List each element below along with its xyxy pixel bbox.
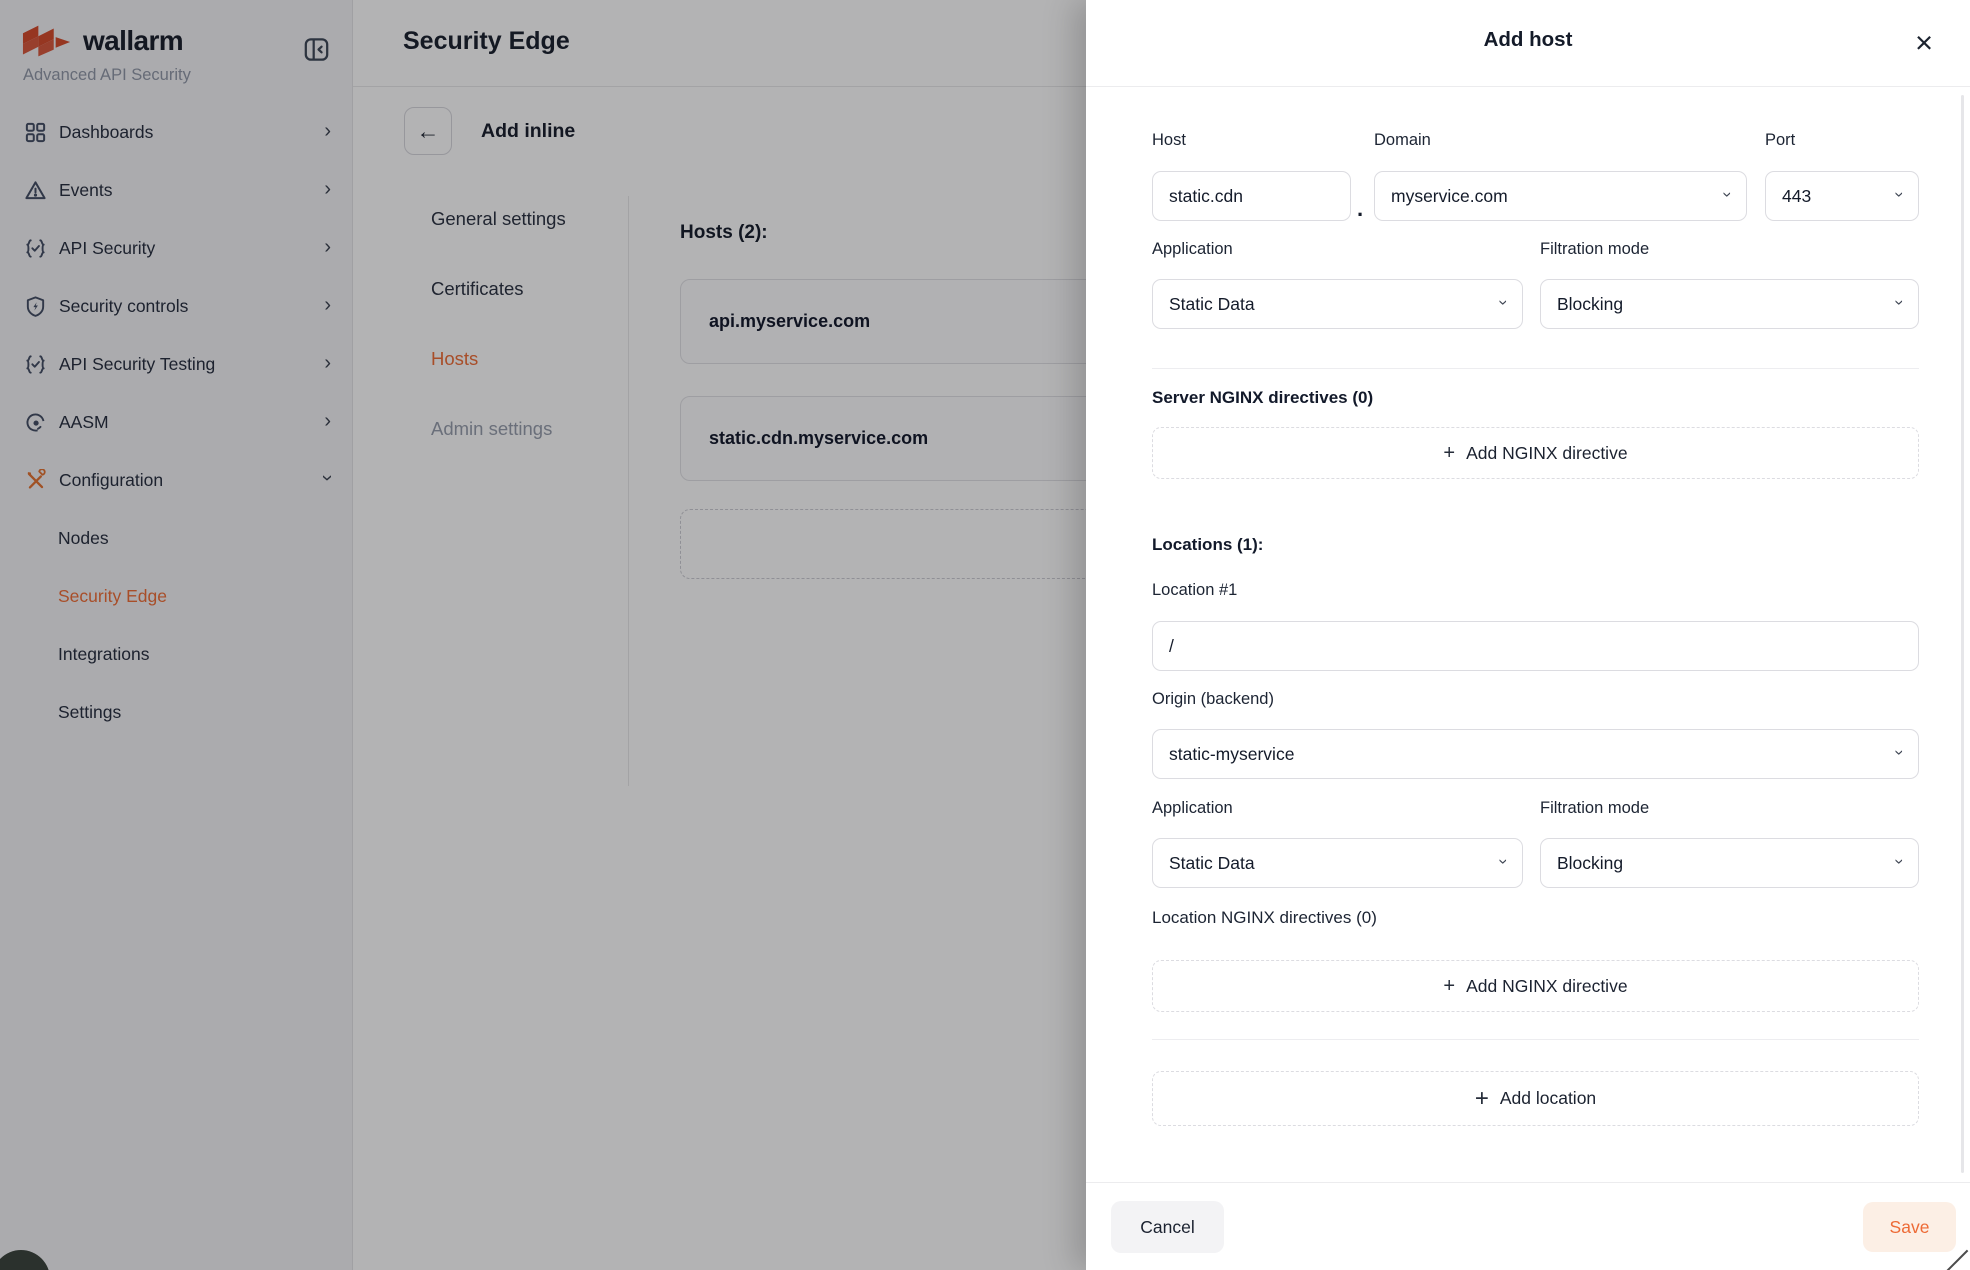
origin-backend-label: Origin (backend)	[1152, 690, 1274, 708]
location-filtration-select-value: Blocking	[1557, 852, 1624, 873]
section-divider	[1152, 368, 1919, 369]
sidebar-item-label: API Security Testing	[59, 353, 216, 374]
sidebar-item-label: Nodes	[58, 527, 109, 548]
tab-general-settings[interactable]: General settings	[431, 208, 566, 229]
host-input[interactable]	[1152, 171, 1351, 221]
filtration-mode-select-value: Blocking	[1557, 293, 1624, 314]
add-host-modal	[1086, 0, 1970, 1270]
add-nginx-directive-label: Add NGINX directive	[1466, 975, 1628, 996]
plus-icon: +	[1443, 442, 1456, 464]
chevron-right-icon: ›	[324, 352, 331, 375]
sidebar-item-label: Events	[59, 179, 113, 200]
cancel-button[interactable]: Cancel	[1111, 1201, 1224, 1253]
hosts-heading: Hosts (2):	[680, 222, 768, 243]
add-location-nginx-directive-button[interactable]	[1152, 960, 1919, 1012]
tab-certificates[interactable]: Certificates	[431, 278, 524, 299]
domain-select-value: myservice.com	[1391, 185, 1508, 206]
sidebar-item-label: AASM	[59, 411, 109, 432]
host-card-name: static.cdn.myservice.com	[709, 428, 929, 448]
add-nginx-directive-button[interactable]	[1152, 427, 1919, 479]
brand-subtitle: Advanced API Security	[23, 66, 191, 84]
location-filtration-label: Filtration mode	[1540, 799, 1650, 817]
tab-admin-settings[interactable]: Admin settings	[431, 418, 553, 439]
domain-select[interactable]	[1374, 171, 1747, 221]
filtration-mode-label: Filtration mode	[1540, 240, 1650, 258]
chevron-right-icon: ›	[324, 236, 331, 259]
host-domain-dot: .	[1357, 196, 1364, 221]
sidebar-item-label: Security controls	[59, 295, 189, 316]
modal-header	[1086, 0, 1970, 87]
section-divider	[1152, 1039, 1919, 1040]
sidebar-item-label: Security Edge	[58, 585, 167, 606]
domain-label: Domain	[1374, 131, 1431, 149]
application-select[interactable]	[1152, 279, 1523, 329]
port-select-value: 443	[1782, 185, 1812, 206]
chevron-down-icon: ›	[1890, 191, 1910, 198]
chevron-down-icon: ›	[1494, 299, 1514, 306]
sidebar-item-label: Integrations	[58, 643, 150, 664]
location-application-select[interactable]	[1152, 838, 1523, 888]
chevron-down-icon: ›	[316, 474, 339, 482]
sidebar-item-label: Dashboards	[59, 121, 154, 142]
tab-hosts[interactable]: Hosts	[431, 348, 479, 369]
toolbar-title: Add inline	[481, 120, 576, 142]
chevron-down-icon: ›	[1890, 299, 1910, 306]
modal-footer	[1086, 1182, 1970, 1270]
location-application-label: Application	[1152, 799, 1233, 817]
port-label: Port	[1765, 131, 1796, 149]
origin-backend-select[interactable]	[1152, 729, 1919, 779]
brand-name: wallarm	[83, 25, 184, 56]
chevron-down-icon: ›	[1494, 858, 1514, 865]
add-location-label: Add location	[1499, 1088, 1597, 1108]
page-title: Security Edge	[403, 27, 570, 55]
chevron-right-icon: ›	[324, 410, 331, 433]
sidebar-item-label: API Security	[59, 237, 156, 258]
chevron-down-icon: ›	[1890, 858, 1910, 865]
save-button[interactable]: Save	[1863, 1202, 1956, 1252]
location-application-select-value: Static Data	[1169, 852, 1255, 873]
location-path-input[interactable]	[1152, 621, 1919, 671]
chevron-down-icon: ›	[1718, 191, 1738, 198]
location-directives-heading: Location NGINX directives (0)	[1152, 908, 1377, 927]
chevron-down-icon: ›	[1890, 749, 1910, 756]
plus-icon: +	[1443, 975, 1456, 997]
port-select[interactable]	[1765, 171, 1919, 221]
host-card-name: api.myservice.com	[709, 311, 871, 331]
add-nginx-directive-label: Add NGINX directive	[1466, 442, 1628, 463]
origin-backend-select-value: static-myservice	[1169, 743, 1295, 764]
close-button[interactable]	[1904, 20, 1944, 64]
modal-scrollbar[interactable]	[1961, 95, 1964, 1173]
host-label: Host	[1152, 131, 1186, 149]
back-arrow-icon: ←	[416, 117, 440, 144]
chevron-right-icon: ›	[324, 120, 331, 143]
add-location-button[interactable]	[1152, 1071, 1919, 1126]
plus-icon: +	[1474, 1084, 1489, 1112]
application-select-value: Static Data	[1169, 293, 1255, 314]
modal-title: Add host	[1483, 28, 1573, 51]
application-label: Application	[1152, 240, 1233, 258]
server-directives-heading: Server NGINX directives (0)	[1152, 388, 1374, 407]
location-1-label: Location #1	[1152, 581, 1238, 599]
close-icon: ×	[1914, 24, 1934, 60]
chevron-right-icon: ›	[324, 294, 331, 317]
location-filtration-select[interactable]	[1540, 838, 1919, 888]
locations-heading: Locations (1):	[1152, 535, 1264, 554]
sidebar-item-label: Settings	[58, 701, 122, 722]
sidebar-item-label: Configuration	[59, 469, 164, 490]
chevron-right-icon: ›	[324, 178, 331, 201]
filtration-mode-select[interactable]	[1540, 279, 1919, 329]
